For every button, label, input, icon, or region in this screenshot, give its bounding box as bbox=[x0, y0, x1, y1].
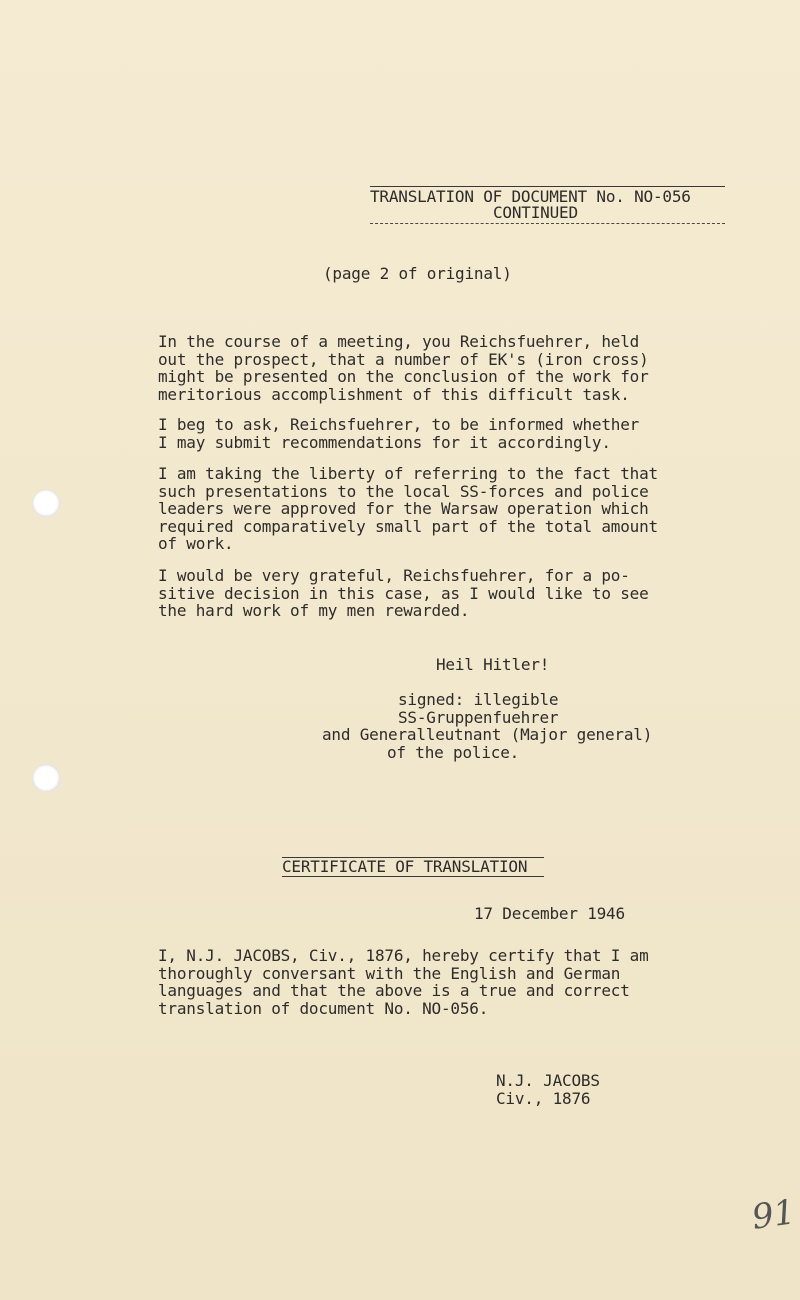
paragraph-line: might be presented on the conclusion of the work for bbox=[158, 367, 649, 386]
paragraph-line: meritorious accomplishment of this difficult task. bbox=[158, 384, 630, 404]
rank-line: and Generalleutnant (Major general) bbox=[322, 725, 653, 744]
paragraph-line: required comparatively small part of the total amount bbox=[158, 516, 658, 536]
paragraph-line: In the course of a meeting, you Reichsfuehrer, held bbox=[158, 332, 640, 351]
handwritten-page-number: 91 bbox=[749, 1192, 798, 1238]
paragraph-line: sitive decision in this case, as I would like to see bbox=[158, 583, 649, 603]
paragraph-line: I beg to ask, Reichsfuehrer, to be informed whether bbox=[158, 415, 640, 434]
paragraph-line: leaders were approved for the Warsaw operation which bbox=[158, 499, 649, 518]
certificate-line: thoroughly conversant with the English and German bbox=[158, 963, 621, 983]
rank-line: of the police. bbox=[387, 742, 520, 762]
header-underline bbox=[370, 223, 725, 224]
paragraph-line: I may submit recommendations for it accordingly. bbox=[158, 432, 611, 452]
certificate-line: I, N.J. JACOBS, Civ., 1876, hereby certify that I am bbox=[158, 946, 649, 965]
paragraph-line: I am taking the liberty of referring to the fact that bbox=[158, 464, 658, 483]
certificate-line: translation of document No. NO-056. bbox=[158, 998, 489, 1018]
paragraph-line: I would be very grateful, Reichsfuehrer, for a po- bbox=[158, 566, 630, 585]
translator-name: N.J. JACOBS bbox=[496, 1071, 600, 1090]
certificate-date: 17 December 1946 bbox=[474, 904, 625, 923]
punch-hole-top bbox=[32, 489, 60, 517]
certificate-line: languages and that the above is a true and correct bbox=[158, 981, 630, 1000]
page-reference: (page 2 of original) bbox=[323, 264, 512, 283]
punch-hole-bottom bbox=[32, 764, 60, 792]
closing-salute: Heil Hitler! bbox=[436, 655, 550, 674]
paragraph-line: out the prospect, that a number of EK's (iron cross) bbox=[158, 349, 649, 369]
document-subtitle: CONTINUED bbox=[493, 203, 578, 222]
paragraph-line: the hard work of my men rewarded. bbox=[158, 601, 470, 620]
document-title: TRANSLATION OF DOCUMENT No. NO-056 bbox=[370, 187, 691, 206]
paragraph-line: such presentations to the local SS-forces and police bbox=[158, 481, 649, 501]
translator-id: Civ., 1876 bbox=[496, 1088, 591, 1108]
certificate-underline bbox=[282, 876, 544, 877]
certificate-title: CERTIFICATE OF TRANSLATION bbox=[282, 857, 528, 876]
signature-line: signed: illegible bbox=[398, 690, 559, 709]
paragraph-line: of work. bbox=[158, 534, 234, 553]
rank-line: SS-Gruppenfuehrer bbox=[398, 707, 559, 727]
